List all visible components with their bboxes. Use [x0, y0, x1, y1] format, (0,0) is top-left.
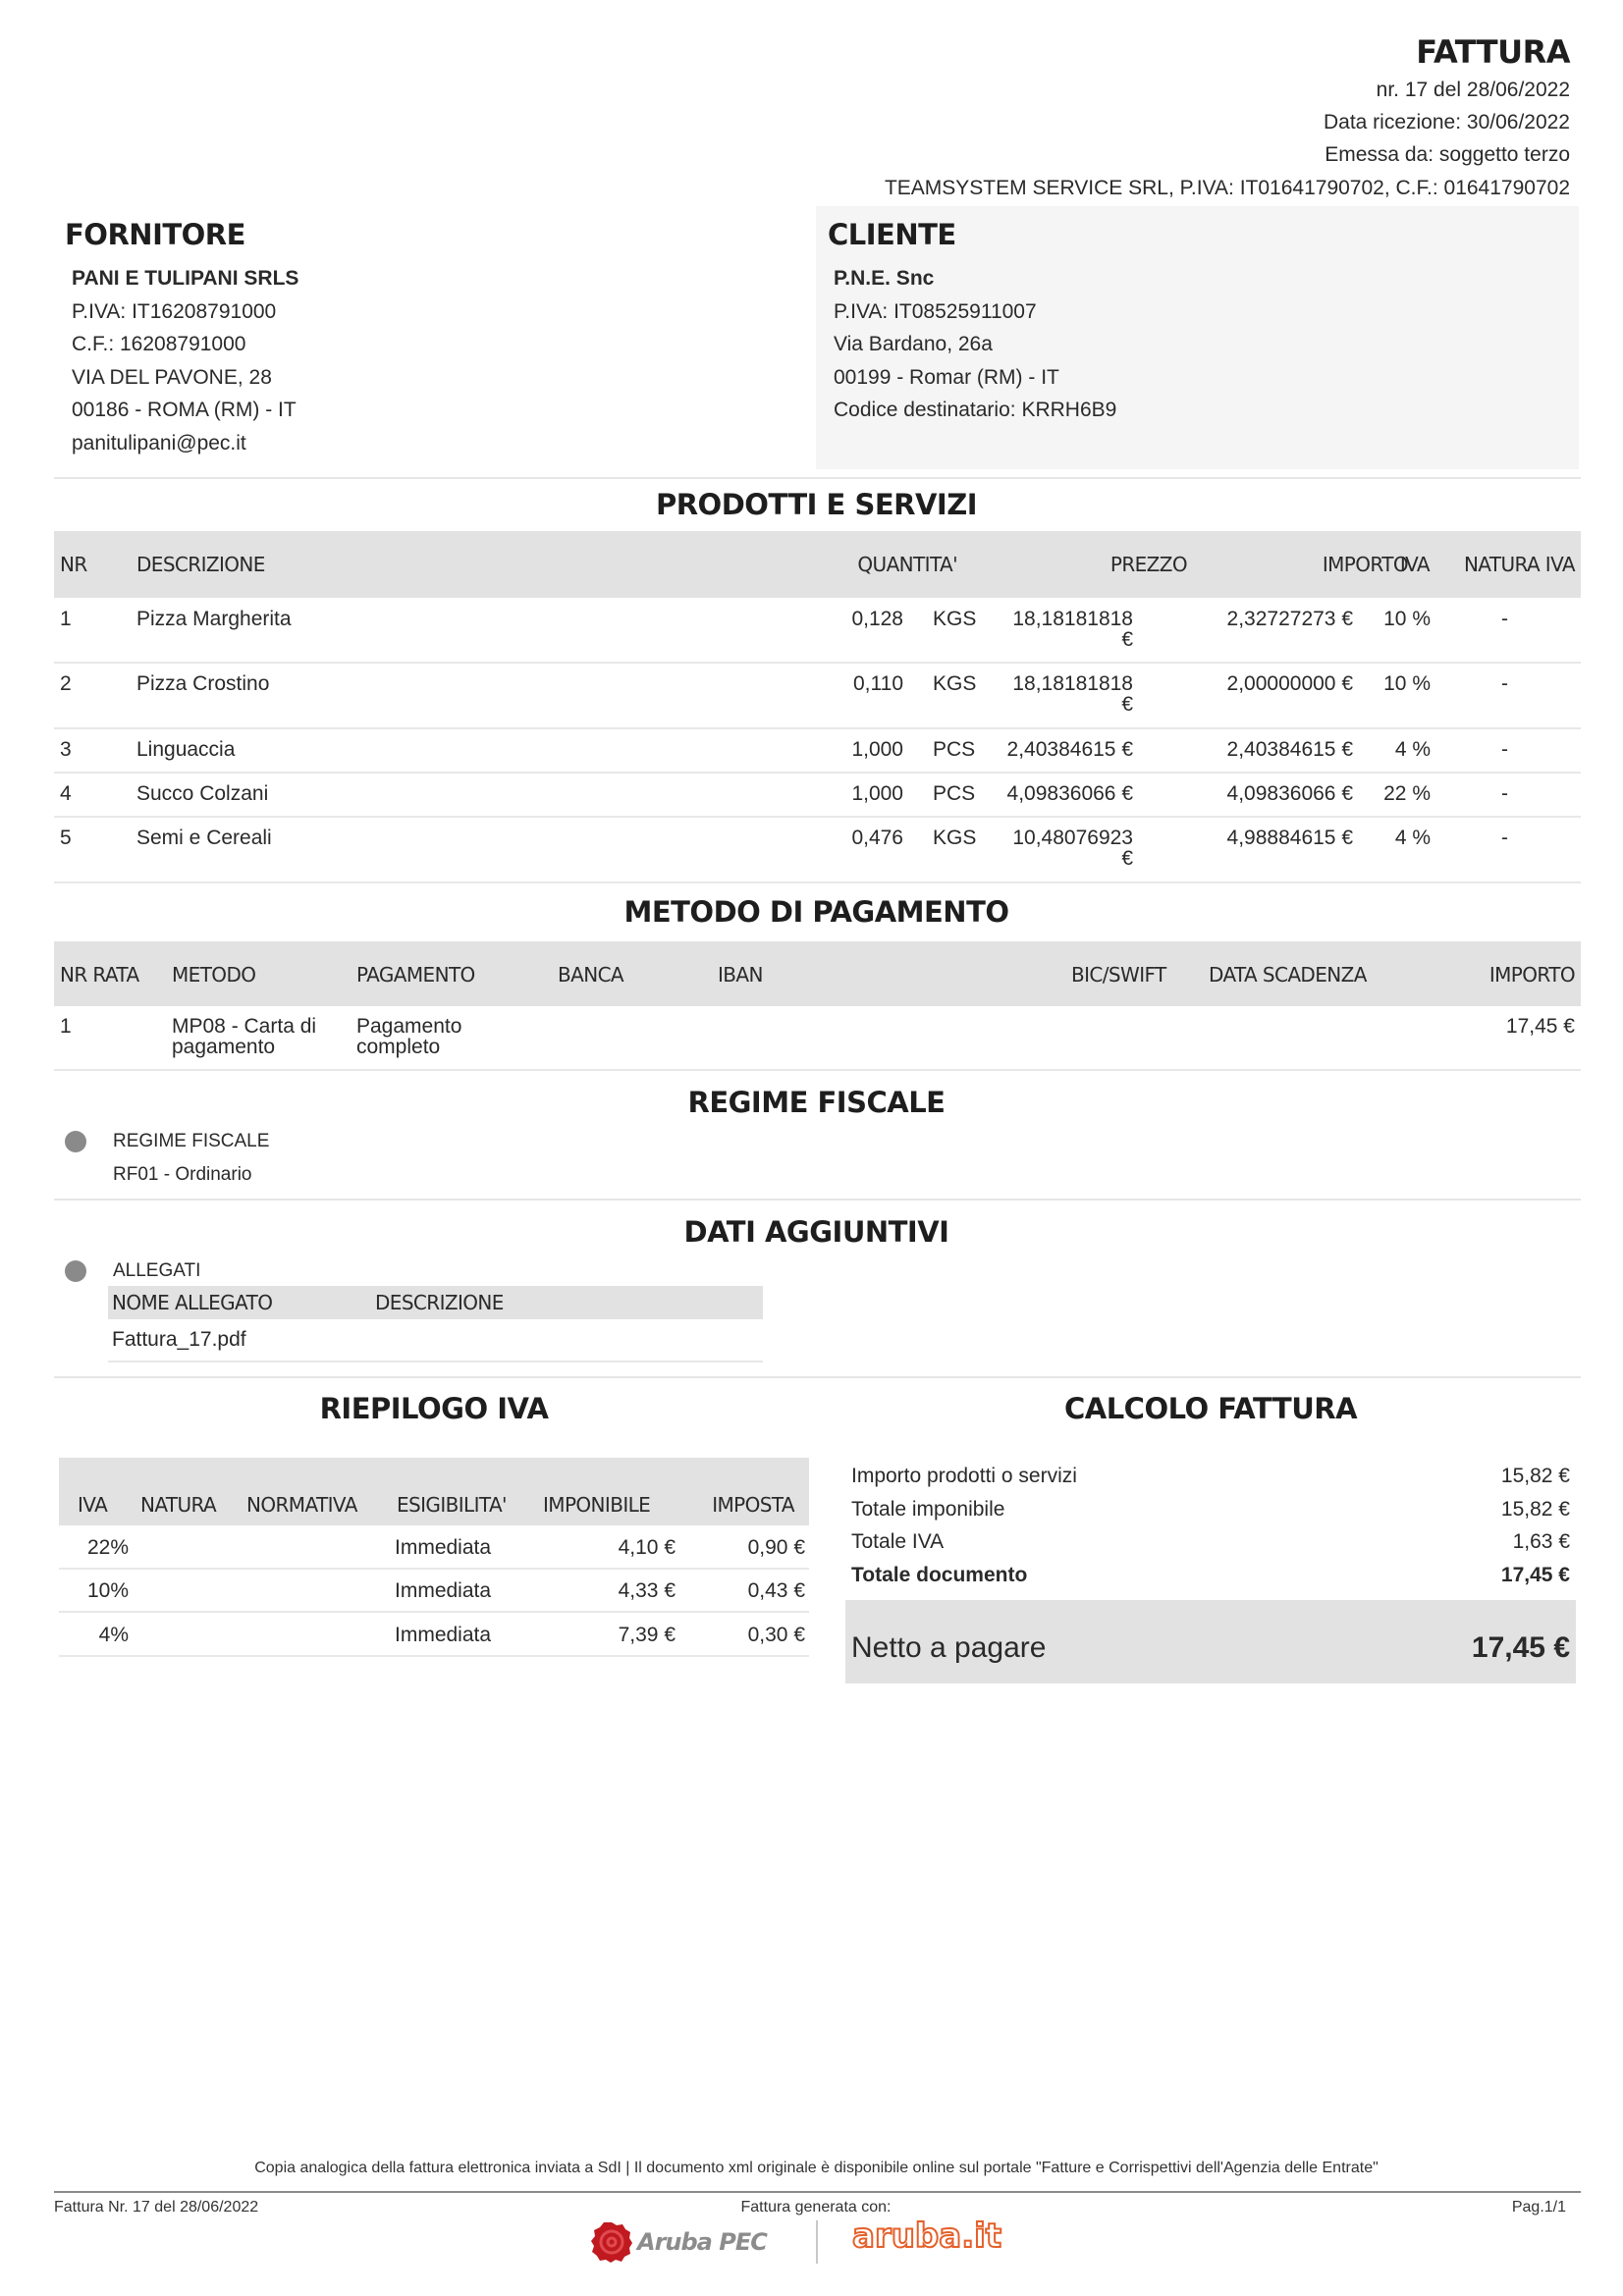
vat-summary-table-header — [59, 1458, 809, 1525]
row-vat: 4 % — [1394, 738, 1431, 761]
vat-tax: 0,90 € — [747, 1536, 805, 1559]
payment-method-line2: pagamento — [172, 1036, 276, 1058]
vat-taxable: 7,39 € — [618, 1624, 676, 1646]
divider — [54, 1376, 1581, 1378]
row-divider — [54, 816, 1581, 818]
row-divider — [54, 772, 1581, 774]
divider — [54, 477, 1581, 479]
net-payable-box — [845, 1600, 1576, 1683]
row-unit: KGS — [933, 608, 977, 630]
calc-label: Totale imponibile — [851, 1498, 1005, 1521]
row-nr: 5 — [60, 827, 72, 849]
row-vat-nature: - — [1501, 827, 1508, 849]
vat-taxable: 4,10 € — [618, 1536, 676, 1559]
supplier-section — [65, 218, 752, 463]
row-unit: PCS — [933, 738, 976, 761]
pec-logo-text: Aruba PEC — [637, 2228, 767, 2256]
supplier-heading: FORNITORE — [65, 218, 245, 251]
supplier-name: PANI E TULIPANI SRLS — [72, 267, 299, 290]
col-taxable: IMPONIBILE — [543, 1493, 651, 1517]
col-tax: IMPOSTA — [712, 1493, 794, 1517]
row-nr: 1 — [60, 608, 72, 630]
received-date: Data ricezione: 30/06/2022 — [1323, 111, 1570, 133]
row-vat-nature: - — [1501, 738, 1508, 761]
row-description: Pizza Crostino — [136, 672, 270, 695]
row-divider — [54, 881, 1581, 883]
vat-taxable: 4,33 € — [618, 1579, 676, 1602]
client-section — [816, 206, 1579, 469]
col-attachment-description: DESCRIZIONE — [375, 1291, 504, 1314]
supplier-email: panitulipani@pec.it — [72, 432, 246, 454]
calc-label: Totale documento — [851, 1564, 1028, 1586]
aruba-it-logo[interactable]: aruba.it — [852, 2216, 1002, 2256]
footer-page-number: Pag.1/1 — [1511, 2199, 1566, 2216]
vat-tax: 0,43 € — [747, 1579, 805, 1602]
footer-rule — [54, 2191, 1581, 2193]
row-amount: 2,32727273 € — [1226, 608, 1353, 630]
row-amount: 2,40384615 € — [1226, 738, 1353, 761]
row-divider — [59, 1655, 809, 1657]
row-description: Succo Colzani — [136, 782, 269, 805]
col-installment: NR RATA — [60, 963, 139, 987]
row-unit: PCS — [933, 782, 976, 805]
row-vat-nature: - — [1501, 672, 1508, 695]
row-price-currency: € — [1121, 847, 1133, 870]
row-price: 2,40384615 € — [1006, 738, 1133, 761]
payment-method-line1: MP08 - Carta di — [172, 1015, 317, 1038]
vat-chargeability: Immediata — [395, 1536, 492, 1559]
products-heading: PRODOTTI E SERVIZI — [655, 488, 978, 521]
row-vat: 22 % — [1383, 782, 1431, 805]
pec-seal-icon — [590, 2220, 633, 2264]
payment-type-line1: Pagamento — [356, 1015, 462, 1038]
supplier-city: 00186 - ROMA (RM) - IT — [72, 399, 297, 421]
col-nr: NR — [60, 553, 87, 576]
row-price: 4,09836066 € — [1006, 782, 1133, 805]
row-vat-nature: - — [1501, 608, 1508, 630]
document-title: FATTURA — [1416, 33, 1570, 71]
row-price: 10,48076923 — [1012, 827, 1133, 849]
bullet-icon — [65, 1131, 86, 1152]
row-description: Pizza Margherita — [136, 608, 292, 630]
row-divider — [54, 727, 1581, 729]
col-due-date: DATA SCADENZA — [1209, 963, 1367, 987]
vat-chargeability: Immediata — [395, 1579, 492, 1602]
attachments-label: ALLEGATI — [113, 1260, 201, 1281]
row-nr: 3 — [60, 738, 72, 761]
col-regulation: NORMATIVA — [246, 1493, 357, 1517]
vat-summary-heading: RIEPILOGO IVA — [319, 1392, 549, 1425]
row-description: Semi e Cereali — [136, 827, 272, 849]
col-vat: IVA — [1399, 553, 1430, 576]
row-amount: 4,98884615 € — [1226, 827, 1353, 849]
col-vat-rate: IVA — [78, 1493, 108, 1517]
row-price: 18,18181818 — [1012, 672, 1133, 695]
vat-chargeability: Immediata — [395, 1624, 492, 1646]
col-payment: PAGAMENTO — [356, 963, 475, 987]
row-quantity: 1,000 — [851, 738, 903, 761]
vat-rate: 22% — [86, 1536, 129, 1559]
col-vat-nature: NATURA IVA — [1463, 553, 1575, 576]
calculation-heading: CALCOLO FATTURA — [1063, 1392, 1358, 1425]
col-payment-amount: IMPORTO — [1488, 963, 1575, 987]
products-table-header — [54, 531, 1581, 598]
attachments-table-header — [108, 1286, 763, 1319]
client-piva: P.IVA: IT08525911007 — [834, 300, 1037, 323]
row-vat: 4 % — [1394, 827, 1431, 849]
row-quantity: 0,476 — [851, 827, 903, 849]
footer-invoice-ref: Fattura Nr. 17 del 28/06/2022 — [54, 2199, 259, 2216]
col-price: PREZZO — [1109, 553, 1187, 576]
row-quantity: 1,000 — [851, 782, 903, 805]
col-quantity: QUANTITA' — [857, 553, 957, 576]
payment-type-line2: completo — [356, 1036, 441, 1058]
supplier-cf: C.F.: 16208791000 — [72, 333, 246, 355]
row-vat: 10 % — [1383, 672, 1431, 695]
row-vat: 10 % — [1383, 608, 1431, 630]
additional-heading: DATI AGGIUNTIVI — [683, 1215, 949, 1249]
row-divider — [59, 1568, 809, 1570]
calc-label: Totale IVA — [851, 1530, 945, 1553]
calc-value: 1,63 € — [1512, 1530, 1570, 1553]
payment-heading: METODO DI PAGAMENTO — [623, 895, 1009, 929]
col-attachment-name: NOME ALLEGATO — [112, 1291, 273, 1314]
logo-separator — [816, 2220, 818, 2264]
attachment-name[interactable]: Fattura_17.pdf — [112, 1328, 246, 1351]
payment-amount: 17,45 € — [1505, 1015, 1575, 1038]
calc-value: 15,82 € — [1500, 1465, 1570, 1487]
third-party-issuer: TEAMSYSTEM SERVICE SRL, P.IVA: IT01641790702, C.F.: 01641790702 — [884, 177, 1570, 199]
supplier-piva: P.IVA: IT16208791000 — [72, 300, 277, 323]
row-divider — [59, 1611, 809, 1613]
tax-regime-label: REGIME FISCALE — [113, 1131, 270, 1151]
aruba-pec-logo[interactable] — [590, 2220, 786, 2264]
installment-number: 1 — [60, 1015, 72, 1038]
row-amount: 4,09836066 € — [1226, 782, 1353, 805]
row-amount: 2,00000000 € — [1226, 672, 1353, 695]
row-price-currency: € — [1121, 628, 1133, 651]
client-recipient-code: Codice destinatario: KRRH6B9 — [834, 399, 1117, 421]
row-price-currency: € — [1121, 693, 1133, 716]
footer-generated-with: Fattura generata con: — [740, 2199, 892, 2216]
calc-label: Importo prodotti o servizi — [851, 1465, 1077, 1487]
client-address: Via Bardano, 26a — [834, 333, 993, 355]
vat-tax: 0,30 € — [747, 1624, 805, 1646]
issued-by: Emessa da: soggetto terzo — [1325, 143, 1570, 166]
net-payable-value: 17,45 € — [1471, 1631, 1570, 1664]
client-heading: CLIENTE — [828, 218, 956, 251]
calc-value: 15,82 € — [1500, 1498, 1570, 1521]
vat-rate: 4% — [98, 1624, 129, 1646]
row-unit: KGS — [933, 672, 977, 695]
row-quantity: 0,128 — [851, 608, 903, 630]
row-nr: 4 — [60, 782, 72, 805]
invoice-number: nr. 17 del 28/06/2022 — [1376, 79, 1570, 101]
client-city: 00199 - Romar (RM) - IT — [834, 366, 1059, 389]
vat-rate: 10% — [86, 1579, 129, 1602]
calc-value: 17,45 € — [1500, 1564, 1570, 1586]
col-iban: IBAN — [718, 963, 763, 987]
payment-table-header — [54, 941, 1581, 1006]
divider — [54, 1199, 1581, 1201]
footer-disclaimer: Copia analogica della fattura elettronica inviata a SdI | Il documento xml originale è disponibile online sul portale "Fatture e Corrispettivi dell'Agenzia delle Entrate" — [254, 2160, 1379, 2176]
tax-regime-value: RF01 - Ordinario — [113, 1164, 252, 1185]
col-bic: BIC/SWIFT — [1071, 963, 1166, 987]
row-unit: KGS — [933, 827, 977, 849]
row-nr: 2 — [60, 672, 72, 695]
row-price: 18,18181818 — [1012, 608, 1133, 630]
row-divider — [54, 1069, 1581, 1071]
col-chargeability: ESIGIBILITA' — [397, 1493, 507, 1517]
bullet-icon — [65, 1260, 86, 1282]
row-divider — [54, 662, 1581, 664]
row-divider — [108, 1361, 763, 1362]
net-payable-label: Netto a pagare — [851, 1631, 1047, 1664]
col-bank: BANCA — [558, 963, 624, 987]
tax-regime-heading: REGIME FISCALE — [687, 1086, 946, 1119]
col-nature: NATURA — [140, 1493, 217, 1517]
supplier-address: VIA DEL PAVONE, 28 — [72, 366, 272, 389]
row-quantity: 0,110 — [853, 672, 903, 695]
col-method: METODO — [172, 963, 256, 987]
col-amount: IMPORTO — [1322, 553, 1408, 576]
client-name: P.N.E. Snc — [834, 267, 935, 290]
row-description: Linguaccia — [136, 738, 236, 761]
row-vat-nature: - — [1501, 782, 1508, 805]
col-description: DESCRIZIONE — [136, 553, 265, 576]
